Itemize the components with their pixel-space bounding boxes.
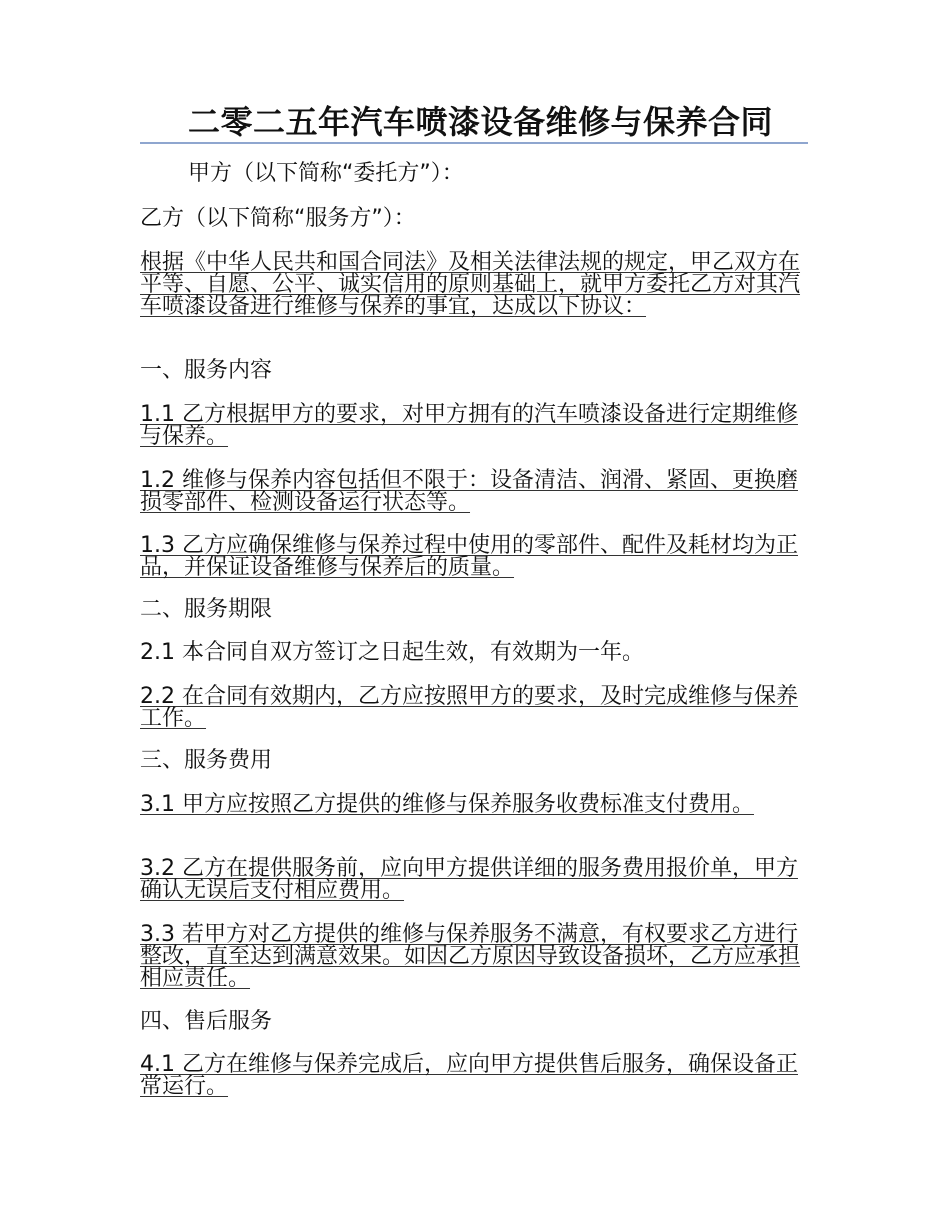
clause-paragraph: 3.1 甲方应按照乙方提供的维修与保养服务收费标准支付费用。: [140, 792, 754, 817]
clause-paragraph: 1.1 乙方根据甲方的要求，对甲方拥有的汽车喷漆设备进行定期维修与保养。: [140, 402, 798, 449]
section-heading: 四、售后服务: [140, 1009, 273, 1034]
party-a-line: 甲方（以下简称“委托方”）：: [188, 161, 464, 186]
clause-paragraph: 2.1 本合同自双方签订之日起生效，有效期为一年。: [140, 640, 644, 665]
clause-paragraph: 1.2 维修与保养内容包括但不限于：设备清洁、润滑、紧固、更换磨损零部件、检测设备运行状态等。: [140, 468, 798, 515]
clause-paragraph: 4.1 乙方在维修与保养完成后，应向甲方提供售后服务，确保设备正常运行。: [140, 1052, 798, 1099]
clause-paragraph: 2.2 在合同有效期内，乙方应按照甲方的要求，及时完成维修与保养工作。: [140, 684, 798, 731]
section-heading: 三、服务费用: [140, 748, 273, 773]
clause-paragraph: 3.3 若甲方对乙方提供的维修与保养服务不满意，有权要求乙方进行整改，直至达到满意效果。如因乙方原因导致设备损坏，乙方应承担相应责任。: [140, 922, 801, 991]
preamble-paragraph: 根据《中华人民共和国合同法》及相关法律法规的规定，甲乙双方在平等、自愿、公平、诚实信用的原则基础上，就甲方委托乙方对其汽车喷漆设备进行维修与保养的事宜，达成以下协议：: [140, 250, 801, 319]
section-heading: 一、服务内容: [140, 358, 273, 383]
clause-paragraph: 3.2 乙方在提供服务前，应向甲方提供详细的服务费用报价单，甲方确认无误后支付相应费用。: [140, 856, 798, 903]
party-b-line: 乙方（以下简称“服务方”）：: [140, 206, 416, 231]
document-title: 二零二五年汽车喷漆设备维修与保养合同: [188, 103, 774, 141]
title-underline: [140, 102, 808, 144]
section-heading: 二、服务期限: [140, 597, 273, 622]
clause-paragraph: 1.3 乙方应确保维修与保养过程中使用的零部件、配件及耗材均为正品，并保证设备维修与保养后的质量。: [140, 533, 798, 580]
